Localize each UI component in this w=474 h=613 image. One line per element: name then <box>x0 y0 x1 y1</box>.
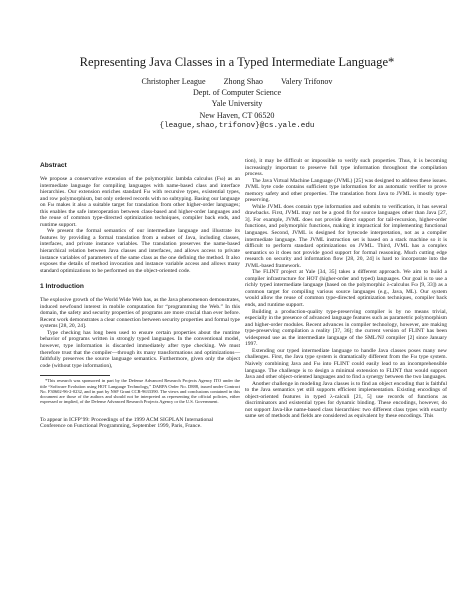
author-block <box>0 76 474 132</box>
author-name: Valery Trifonov <box>280 77 333 86</box>
abstract-heading: Abstract <box>40 162 67 169</box>
author-name: Christopher League <box>141 77 206 86</box>
intro-paragraph: Type checking has long been used to ensure certain properties about the runtime behavior of programs written in strongly typed languages. In the conventional model, however, type information is discarded immediately after type checking. We must therefore trust that the compiler—through its many transformations and optimizations—faithfully preserves the source language semantics. Furthermore, given only the object code (without type information), <box>40 329 240 369</box>
author-names <box>0 76 474 87</box>
body-paragraph: The Java Virtual Machine Language (JVML) [25] was designed to address these issues. JVML byte code contains sufficient type information for an automatic verifier to prove memory safety and other properties. The translation from Java to JVML is mostly type-preserving. <box>245 177 447 204</box>
body-paragraph: While JVML does contain type information and submits to verification, it has several drawbacks. First, JVML may not be a good fit for source languages other than Java [27, 3]. For example, JVML does not provide direct support for tail-recursion, higher-order functions, and polymorphic functions, making it impractical for implementing functional languages. Second, JVML is designed for bytecode interpretation, not as a compiler intermediate language. The JVML instruction set is based on a stack machine so it is difficult to perform standard optimizations on JVML. Third, JVML has a complex semantics so it does not provide good support for formal reasoning. Much cutting edge research on security and information flow [28, 20, 24] is hard to incorporate into the JVML-based framework. <box>245 203 447 269</box>
author-emails: {league,shao,trifonov}@cs.yale.edu <box>159 121 315 130</box>
footnote: *This research was sponsored in part by the Defense Advanced Research Projects Agency ITO under the title “Software Evolution using HOT Language Technology,” DARPA Order No. D888, issued under Contract No. F30602-96-2-0232, and in part by NSF Grant CCR-9633390. The views and conclusions contained in this document are those of the authors and should not be interpreted as representing the official policies, either expressed or implied, of the Defense Advanced Research Projects Agency or the U.S. Government. <box>40 378 240 405</box>
intro-paragraph: The explosive growth of the World Wide Web has, as the Java phenomenon demonstrates, induced newfound interest in mobile computation for “programming the Web.” In this domain, the safety and security properties of programs are more crucial than ever before. Recent work demonstrates a clear connection between security properties and formal type systems [28, 20, 24]. <box>40 297 240 330</box>
abstract-paragraph: We present the formal semantics of our intermediate language and illustrate its features by providing a formal translation from a subset of Java, including classes, interfaces, and private instance variables. The translation preserves the name-based hierarchical relation between Java classes and interfaces, and allows access to private instance variables of parameters of the same class as the one defining the method. It also exposes the details of method invocation and instance variable access and allows many standard optimizations to be performed on the object-oriented code. <box>40 228 240 274</box>
author-dept: Dept. of Computer Science <box>192 88 282 98</box>
author-name: Zhong Shao <box>223 77 263 86</box>
body-paragraph: The FLINT project at Yale [34, 35] takes a different approach. We aim to build a compiler infrastructure for HOT (higher-order and typed) languages. Our goal is to use a richly typed intermediate language (based on the polymorphic λ-calculus Fω [9, 33]) as a common target for compiling various source languages (e.g., Java, ML). Our system would allow the reuse of common type-directed optimization techniques, compiler back ends, and runtime support. <box>245 269 447 309</box>
intro-heading: 1 Introduction <box>40 283 84 291</box>
publication-note: To appear in ICFP’99: Proceedings of the 1999 ACM SIGPLAN International Conference on Functional Programming, September 1999, Paris, France. <box>40 416 214 430</box>
footnote-divider <box>40 375 110 376</box>
body-paragraph: Building a production-quality type-preserving compiler is by no means trivial, especially in the presence of advanced language features such as parametric polymorphism and higher-order modules. Recent advances in compiler technology, however, are making type-preserving compilation a reality [37, 36]; the current version of FLINT has been widespread use as the intermediate language of the SML/NJ compiler [2] since January 1997. <box>245 308 447 348</box>
body-paragraph: Another challenge in modeling Java classes is to find an object encoding that is faithful to the Java semantics yet still supports efficient implementation. Existing encodings of object-oriented features in typed λ-calculi [21, 5] use records of functions as discriminators and existential types for dynamic binding. These encodings, however, do not support Java-like name-based class hierarchies: two different class types with exactly same set of methods and fields are considered as equivalent by these encodings. This <box>245 380 447 420</box>
author-city: New Haven, CT 06520 <box>199 110 275 120</box>
right-column <box>245 158 447 603</box>
author-university: Yale University <box>211 99 263 109</box>
left-column <box>40 158 240 598</box>
paper-title: Representing Java Classes in a Typed Intermediate Language* <box>79 55 395 69</box>
body-paragraph: Extending our typed intermediate language to handle Java classes poses many new challenges. First, the Java type system is dramatically different from the Fω type system. Naively combining Java and Fω into FLINT could easily lead to an incomprehensible language. The challenge is to design a minimal extension to FLINT that would support Java and other object-oriented languages and to find a synergy between the two languages. <box>245 347 447 381</box>
body-paragraph: tion), it may be difficult or impossible to verify such properties. Thus, it is becoming increasingly important to preserve full type information throughout the compilation process. <box>245 158 447 178</box>
abstract-paragraph: We propose a conservative extension of the polymorphic lambda calculus (Fω) as an intermediate language for compiling languages with name-based class and interface hierarchies. Our extension enriches standard Fω with recursive types, existential types, and row polymorphism, but only ordered records with no subtyping. Basing our language on Fω makes it also a suitable target for translation from other higher-order languages; this enables the safe interoperation between class-based and higher-order languages and the reuse of common type-directed optimization techniques, compiler back ends, and runtime support. <box>40 176 240 228</box>
